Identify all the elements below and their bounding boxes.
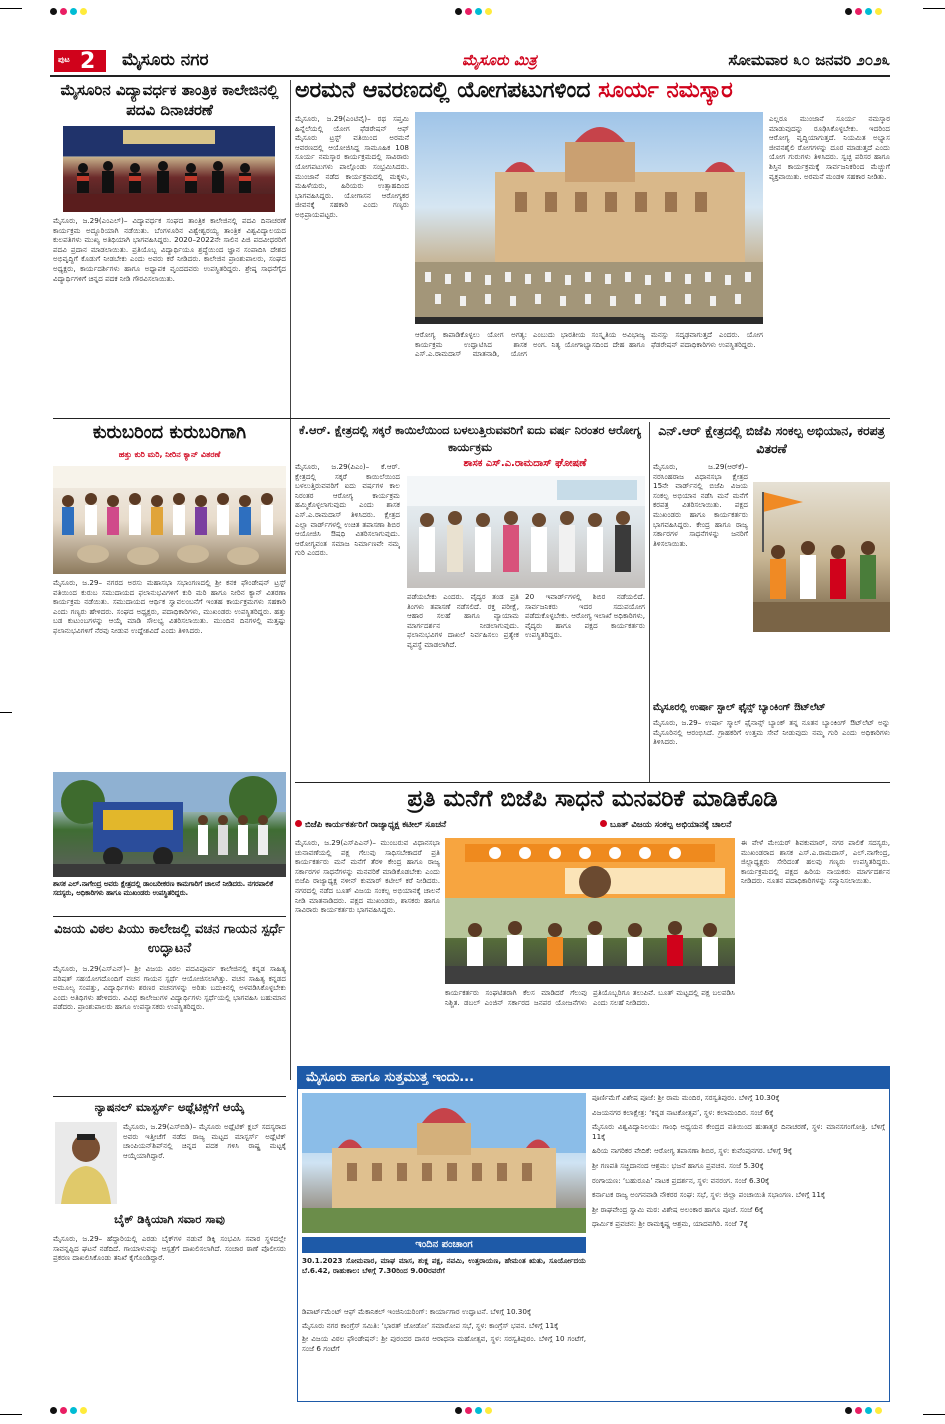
column-divider [649,422,650,782]
body-left: ಮೈಸೂರು, ಜ.29(ಪಿಎಂ)– ಕೆ.ಆರ್. ಕ್ಷೇತ್ರದಲ್ಲಿ ಸಕ್ಕರೆ ಕಾಯಿಲೆಯಿಂದ ಬಳಲುತ್ತಿರುವವರಿಗೆ ಐದು ವರ್ಷಗಳ ಕಾಲ ನಿರಂತರ ಆರೋಗ್ಯ ಕಾರ್ಯಕ್ರಮ ಹಮ್ಮಿಕೊಳ್ಳಲಾಗುವುದು ಎಂದು ಶಾಸಕ ಎಸ್.ಎ.ರಾಮದಾಸ್ ತಿಳಿಸಿದರು. ಕ್ಷೇತ್ರದ ಎಲ್ಲಾ ವಾರ್ಡ್‌ಗಳಲ್ಲಿ ಉಚಿತ ತಪಾಸಣಾ ಶಿಬಿರ ಆಯೋಜಿಸಿ ಔಷಧಿ ವಿತರಿಸಲಾಗುವುದು. ಆರೋಗ್ಯವಂತ ಸಮಾಜ ನಿರ್ಮಾಣವೇ ನಮ್ಮ ಗುರಿ ಎಂದರು. [295,462,400,558]
campaign-crowd-image [753,482,890,632]
subhead-1-text: ಬಿಜೆಪಿ ಕಾರ್ಯಕರ್ತರಿಗೆ ರಾಜ್ಯಾಧ್ಯಕ್ಷ ಕಟೀಲ್ ಸೂಚನೆ [305,820,447,830]
event-item: ಹಿರಿಯ ನಾಗರಿಕರ ವೇದಿಕೆ: ಆರೋಗ್ಯ ತಪಾಸಣಾ ಶಿಬಿರ, ಸ್ಥಳ: ಕುವೆಂಪುನಗರ. ಬೆಳಿಗ್ಗೆ 9ಕ್ಕೆ [592,1146,793,1156]
event-item: ಧಾರ್ಮಿಕ ಪ್ರವಚನ: ಶ್ರೀ ರಾಮಕೃಷ್ಣ ಆಶ್ರಮ, ಯಾದವಗಿರಿ. ಸಂಜೆ 7ಕ್ಕೆ [592,1219,748,1229]
headline: ಕುರುಬರಿಂದ ಕುರುಬರಿಗಾಗಿ [92,422,247,443]
crop-mark-top-left [0,8,22,9]
article-kuruba [53,422,286,767]
events-title-bar [298,1067,889,1089]
headline: ಕೆ.ಆರ್. ಕ್ಷೇತ್ರದಲ್ಲಿ ಸಕ್ಕರೆ ಕಾಯಿಲೆಯಿಂದ ಬಳಲುತ್ತಿರುವವರಿಗೆ ಐದು ವರ್ಷ ನಿರಂತರ ಆರೋಗ್ಯ ಕಾರ್ಯಕ್ರಮ [298,423,642,454]
bjp-campaign-photo [753,482,890,632]
road-work-photo [53,772,286,877]
event-item: ಶ್ರೀ ರಾಘವೇಂದ್ರ ಸ್ವಾಮಿ ಮಠ: ವಿಶೇಷ ಅಲಂಕಾರ ಹಾಗೂ ಪೂಜೆ. ಸಂಜೆ 6ಕ್ಕೆ [592,1204,764,1214]
bank-body: ಮೈಸೂರು, ಜ.29– ಉರ್ಷಾ ಸ್ಮಾಲ್ ಫೈನಾನ್ಸ್ ಬ್ಯಾಂಕ್ ತನ್ನ ನೂತನ ಬ್ಯಾಂಕಿಂಗ್ ಔಟ್‌ಲೆಟ್ ಅನ್ನು ಮೈಸೂರಿನಲ್ಲಿ ಆರಂಭಿಸಿದೆ. ಗ್ರಾಹಕರಿಗೆ ಉತ್ತಮ ಸೇವೆ ನೀಡುವುದು ನಮ್ಮ ಗುರಿ ಎಂದು ಅಧಿಕಾರಿಗಳು ತಿಳಿಸಿದರು. [653,718,890,747]
asphalt-machine-image [53,772,286,877]
palace-yoga-photo [415,112,763,324]
article-vachana [53,920,286,1092]
photo-caption: ಶಾಸಕ ಎಲ್.ನಾಗೇಂದ್ರ ಅವರು ಕ್ಷೇತ್ರದಲ್ಲಿ ಡಾಂಬರೀಕರಣ ಕಾಮಗಾರಿಗೆ ಚಾಲನೆ ನೀಡಿದರು. ನಗರಪಾಲಿಕೆ ಸದಸ್ಯರು, ಅಧಿಕಾರಿಗಳು ಹಾಗೂ ಮುಖಂಡರು ಉಪಸ್ಥಿತರಿದ್ದರು. [53,880,286,912]
event-item: ಪೂರ್ಣಿಮೆಗೆ ವಿಶೇಷ ಪೂಜೆ: ಶ್ರೀ ರಾಮ ಮಂದಿರ, ಸರಸ್ವತಿಪುರಂ. ಬೆಳಿಗ್ಗೆ 10.30ಕ್ಕೆ [592,1093,780,1102]
body-text: ಮೈಸೂರು, ಜ.29– ನಗರದ ಅರಸು ಮಹಾಸಭಾ ಸಭಾಂಗಣದಲ್ಲಿ ಶ್ರೀ ಕನಕ ಫೌಂಡೇಷನ್ ಟ್ರಸ್ಟ್ ವತಿಯಿಂದ ಕುರುಬ ಸಮುದಾಯದ ಫಲಾನುಭವಿಗಳಿಗೆ ಕುರಿ ಮರಿ ಹಾಗೂ ನೀರಿನ ಕ್ಯಾನ್ ವಿತರಣಾ ಕಾರ್ಯಕ್ರಮ ನಡೆಯಿತು. ಸಮುದಾಯದ ಆರ್ಥಿಕ ಸ್ವಾವಲಂಬನೆಗೆ ಇಂತಹ ಕಾರ್ಯಕ್ರಮಗಳು ಸಹಕಾರಿ ಎಂದು ಗಣ್ಯರು ಹೇಳಿದರು. ಸಂಘದ ಅಧ್ಯಕ್ಷರು, ಪದಾಧಿಕಾರಿಗಳು, ಮುಖಂಡರು ಉಪಸ್ಥಿತರಿದ್ದರು. ಹತ್ತು ಬಡ ಕುಟುಂಬಗಳನ್ನು ಆಯ್ಕೆ ಮಾಡಿ ಸೌಲಭ್ಯ ವಿತರಿಸಲಾಯಿತು. ಮುಂದಿನ ದಿನಗಳಲ್ಲಿ ಮತ್ತಷ್ಟು ಫಲಾನುಭವಿಗಳಿಗೆ ನೆರವು ನೀಡುವ ಉದ್ದೇಶವಿದೆ ಎಂದು ತಿಳಿಸಿದರು. [53,578,286,635]
headline-highlight: ಸೂರ್ಯ ನಮಸ್ಕಾರ [598,78,733,103]
event-item: ರಂಗಾಯಣ: ‘ಬಹುರೂಪಿ’ ನಾಟಕ ಪ್ರದರ್ಶನ, ಸ್ಥಳ: ವನರಂಗ. ಸಂಜೆ 6.30ಕ್ಕೆ [592,1175,770,1185]
body-left: ಮೈಸೂರು, ಜ.29(ಎಂಟಿವೈ)– ರಥ ಸಪ್ತಮಿ ಹಿನ್ನೆಲೆಯಲ್ಲಿ ಯೋಗ ಫೆಡರೇಷನ್ ಆಫ್ ಮೈಸೂರು ಟ್ರಸ್ಟ್ ವತಿಯಿಂದ ಅರಮನೆ ಆವರಣದಲ್ಲಿ ಆಯೋಜಿಸಿದ್ದ ಸಾಮೂಹಿಕ 108 ಸೂರ್ಯ ನಮಸ್ಕಾರ ಕಾರ್ಯಕ್ರಮದಲ್ಲಿ ಸಾವಿರಾರು ಯೋಗಪಟುಗಳು ಪಾಲ್ಗೊಂಡು ಸಂಭ್ರಮಿಸಿದರು. ಮುಂಜಾನೆ ನಡೆದ ಕಾರ್ಯಕ್ರಮದಲ್ಲಿ ಮಕ್ಕಳು, ಮಹಿಳೆಯರು, ಹಿರಿಯರು ಉತ್ಸಾಹದಿಂದ ಭಾಗವಹಿಸಿದ್ದರು. ಯೋಗಾಸನ ಆರೋಗ್ಯಕರ ಜೀವನಕ್ಕೆ ಸಹಕಾರಿ ಎಂದು ಗಣ್ಯರು ಅಭಿಪ್ರಾಯಪಟ್ಟರು. [295,114,409,219]
article-bjp-every-home [295,786,890,1063]
article-road-work [53,772,286,912]
events-right-list [592,1093,885,1401]
accident-headline: ಬೈಕ್ ಡಿಕ್ಕಿಯಾಗಿ ಸವಾರ ಸಾವು [114,1212,225,1226]
headline: ಅರಮನೆ ಆವರಣದಲ್ಲಿ ಯೋಗಪಟುಗಳಿಂದ [295,78,591,103]
subhead: ಹತ್ತು ಕುರಿ ಮರಿ, ನೀರಿನ ಕ್ಯಾನ್ ವಿತರಣೆ [118,450,221,459]
article-nr-bjp [653,422,890,777]
mysore-palace-image [415,112,763,324]
events-left-list [302,1307,586,1401]
graduation-photo [63,126,275,212]
events-title: ಮೈಸೂರು ಹಾಗೂ ಸುತ್ತಮುತ್ತ ಇಂದು... [306,1070,475,1085]
body-mid: ಕಾರ್ಯಕರ್ತರು ಸಂಘಟಿತರಾಗಿ ಕೆಲಸ ಮಾಡಿದರೆ ಗೆಲುವು ನಿಶ್ಚಿತ. ಡಬಲ್ ಎಂಜಿನ್ ಸರ್ಕಾರದ ಜನಪರ ಯೋಜನೆಗಳು ಪ್ರತಿಯೊಬ್ಬರಿಗೂ ತಲುಪಿವೆ. ಬೂತ್ ಮಟ್ಟದಲ್ಲಿ ಪಕ್ಷ ಬಲಪಡಿಸಿ ಎಂದು ಸಲಹೆ ನೀಡಿದರು. [445,988,735,1007]
subhead-2-text: ಬೂತ್ ವಿಜಯ ಸಂಕಲ್ಪ ಅಭಿಯಾನಕ್ಕೆ ಚಾಲನೆ [610,820,732,830]
article-surya-namaskara [295,78,890,418]
body-left: ಮೈಸೂರು, ಜ.29(ಎಸ್‌ಪಿಎನ್)– ಮುಂಬರುವ ವಿಧಾನಸಭಾ ಚುನಾವಣೆಯಲ್ಲಿ ಪಕ್ಷ ಗೆಲುವು ಸಾಧಿಸಬೇಕಾದರೆ ಪ್ರತಿ ಕಾರ್ಯಕರ್ತರು ಮನೆ ಮನೆಗೆ ತೆರಳಿ ಕೇಂದ್ರ ಹಾಗೂ ರಾಜ್ಯ ಸರ್ಕಾರಗಳ ಸಾಧನೆಗಳನ್ನು ಮನವರಿಕೆ ಮಾಡಿಕೊಡಬೇಕು ಎಂದು ಬಿಜೆಪಿ ರಾಜ್ಯಾಧ್ಯಕ್ಷ ನಳೀನ್ ಕುಮಾರ್ ಕಟೀಲ್ ಕರೆ ನೀಡಿದರು. ನಗರದಲ್ಲಿ ನಡೆದ ಬೂತ್ ವಿಜಯ ಸಂಕಲ್ಪ ಅಭಿಯಾನಕ್ಕೆ ಚಾಲನೆ ನೀಡಿ ಮಾತನಾಡಿದರು. ಪಕ್ಷದ ಮುಖಂಡರು, ಶಾಸಕರು ಹಾಗೂ ಸಾವಿರಾರು ಕಾರ್ಯಕರ್ತರು ಭಾಗವಹಿಸಿದ್ದರು. [295,838,440,915]
body-right: 20 ಇವಾರ್ಡ್‌ಗಳಲ್ಲಿ ಶಿಬಿರ ನಡೆಯಲಿದೆ. ಸಾರ್ವಜನಿಕರು ಇದರ ಸದುಪಯೋಗ ಪಡೆದುಕೊಳ್ಳಬೇಕು. ಆರೋಗ್ಯ ಇಲಾಖೆ ಅಧಿಕಾರಿಗಳು, ವೈದ್ಯರು ಹಾಗೂ ಪಕ್ಷದ ಕಾರ್ಯಕರ್ತರು ಉಪಸ್ಥಿತರಿದ್ದರು. [525,592,645,640]
body-right: ಈ ವೇಳೆ ಮೇಯರ್ ಶಿವಕುಮಾರ್, ನಗರ ಪಾಲಿಕೆ ಸದಸ್ಯರು, ಮುಖಂಡರಾದ ಶಾಸಕ ಎಸ್.ಎ.ರಾಮದಾಸ್, ಎಲ್.ನಾಗೇಂದ್ರ, ಜಿಲ್ಲಾಧ್ಯಕ್ಷರು ಸೇರಿದಂತೆ ಹಲವು ಗಣ್ಯರು ಉಪಸ್ಥಿತರಿದ್ದರು. ಕಾರ್ಯಕ್ರಮದಲ್ಲಿ ಪಕ್ಷದ ಹಿರಿಯ ನಾಯಕರು ಮಾರ್ಗದರ್ಶನ ನೀಡಿದರು. ನೂತನ ಪದಾಧಿಕಾರಿಗಳನ್ನು ಸನ್ಮಾನಿಸಲಾಯಿತು. [741,838,890,886]
headline: ವಿಜಯ ವಿಠಲ ಪಿಯು ಕಾಲೇಜಲ್ಲಿ ವಚನ ಗಾಯನ ಸ್ಪರ್ಧೆ ಉದ್ಘಾಟನೆ [54,922,285,956]
kuruba-event-photo [53,466,286,574]
event-item: ಕರ್ನಾಟಕ ರಾಜ್ಯ ಅಂಗನವಾಡಿ ನೌಕರರ ಸಂಘ: ಸಭೆ, ಸ್ಥಳ: ಜಿಲ್ಲಾ ಪಂಚಾಯಿತಿ ಸಭಾಂಗಣ. ಬೆಳಿಗ್ಗೆ 11ಕ್ಕೆ [592,1190,826,1200]
body-text: ಮೈಸೂರು, ಜ.29(ಎಸ್‌ಎನ್)– ಶ್ರೀ ವಿಜಯ ವಿಠಲ ಪದವಿಪೂರ್ವ ಕಾಲೇಜಿನಲ್ಲಿ ಕನ್ನಡ ಸಾಹಿತ್ಯ ಪರಿಷತ್ ಸಹಯೋಗದೊಂದಿಗೆ ವಚನ ಗಾಯನ ಸ್ಪರ್ಧೆ ಆಯೋಜಿಸಲಾಗಿತ್ತು. ವಚನ ಸಾಹಿತ್ಯ ಕನ್ನಡದ ಅಮೂಲ್ಯ ಸಂಪತ್ತು, ವಿದ್ಯಾರ್ಥಿಗಳು ಶರಣರ ವಚನಗಳನ್ನು ಅರಿತು ಬದುಕಿನಲ್ಲಿ ಅಳವಡಿಸಿಕೊಳ್ಳಬೇಕು ಎಂದು ಅತಿಥಿಗಳು ಹೇಳಿದರು. ವಿವಿಧ ಕಾಲೇಜುಗಳ ವಿದ್ಯಾರ್ಥಿಗಳು ಸ್ಪರ್ಧೆಯಲ್ಲಿ ಭಾಗವಹಿಸಿ ಬಹುಮಾನ ಪಡೆದರು. ಪ್ರಾಂಶುಪಾಲರು ಹಾಗೂ ಉಪನ್ಯಾಸಕರು ಉಪಸ್ಥಿತರಿದ್ದರು. [53,964,286,1012]
bank-subhead: ಮೈಸೂರಲ್ಲಿ ಉರ್ಷಾ ಸ್ಟಾಲ್ ಫೈನ್ಸ್ ಬ್ಯಾಂಕಿಂಗ್ ಔಟ್‌ಲೆಟ್ [653,702,826,713]
paper-name: ಮೈಸೂರು ಮಿತ್ರ [462,51,537,69]
event-item: ಶ್ರೀ ಗಣಪತಿ ಸಚ್ಚಿದಾನಂದ ಆಶ್ರಮ: ಭಜನೆ ಹಾಗೂ ಪ್ರವಚನ. ಸಂಜೆ 5.30ಕ್ಕೆ [592,1160,764,1170]
body-right: ಎಲ್ಲರೂ ಮುಂಜಾನೆ ಸೂರ್ಯ ನಮಸ್ಕಾರ ಮಾಡುವುದನ್ನು ರೂಢಿಸಿಕೊಳ್ಳಬೇಕು. ಇದರಿಂದ ಆರೋಗ್ಯ ವೃದ್ಧಿಯಾಗುತ್ತದೆ. ನಿಯಮಿತ ಅಭ್ಯಾಸ ಜೀವನಶೈಲಿ ರೋಗಗಳನ್ನು ದೂರ ಮಾಡುತ್ತದೆ ಎಂದು ಯೋಗ ಗುರುಗಳು ತಿಳಿಸಿದರು. ಸ್ವಚ್ಛ ಪರಿಸರ ಹಾಗೂ ಶಿಸ್ತಿನ ಕಾರ್ಯಕ್ರಮಕ್ಕೆ ಸಾರ್ವಜನಿಕರಿಂದ ಮೆಚ್ಚುಗೆ ವ್ಯಕ್ತವಾಯಿತು. ಅರಮನೆ ಮಂಡಳಿ ಸಹಕಾರ ನೀಡಿತು. [769,114,890,181]
headline: ಮೈಸೂರಿನ ವಿದ್ಯಾವರ್ಧಕ ತಾಂತ್ರಿಕ ಕಾಲೇಜಿನಲ್ಲಿ ಪದವಿ ದಿನಾಚರಣೆ [60,81,279,119]
mysore-palace-illuminated-image [302,1093,586,1233]
subhead: ಶಾಸಕ ಎಸ್.ಎ.ರಾಮದಾಸ್ ಘೋಷಣೆ [463,458,587,469]
body-mid: ಪಡೆಯಬೇಕು ಎಂದರು. ವೈದ್ಯರ ತಂಡ ಪ್ರತಿ ತಿಂಗಳು ತಪಾಸಣೆ ನಡೆಸಲಿದೆ. ರಕ್ತ ಪರೀಕ್ಷೆ, ಆಹಾರ ಸಲಹೆ ಹಾಗೂ ವ್ಯಾಯಾಮ ಮಾರ್ಗದರ್ಶನ ನೀಡಲಾಗುವುದು. ಫಲಾನುಭವಿಗಳ ದಾಖಲೆ ನಿರ್ವಹಿಸಲು ಪ್ರತ್ಯೇಕ ವ್ಯವಸ್ಥೆ ಮಾಡಲಾಗಿದೆ. [407,592,519,649]
graduates-on-stage-image [63,126,275,212]
page-label: ಪುಟ [58,55,70,64]
masthead-rule [50,75,890,77]
page-number: 2 [80,50,96,72]
crop-mark-top-right [923,8,945,9]
headline: ನ್ಯಾಷನಲ್ ಮಾಸ್ಟರ್ಸ್ ಅಥ್ಲೆಟಿಕ್ಸ್‌ಗೆ ಆಯ್ಕೆ [94,1100,245,1114]
body-text: ಮೈಸೂರು, ಜ.29(ಎಂಎಲ್)– ವಿದ್ಯಾವರ್ಧಕ ಸಂಘದ ತಾಂತ್ರಿಕ ಕಾಲೇಜಿನಲ್ಲಿ ಪದವಿ ದಿನಾಚರಣೆ ಕಾರ್ಯಕ್ರಮ ಅದ್ದೂರಿಯಾಗಿ ನಡೆಯಿತು. ಬೆಂಗಳೂರಿನ ವಿಶ್ವೇಶ್ವರಯ್ಯ ತಾಂತ್ರಿಕ ವಿಶ್ವವಿದ್ಯಾಲಯದ ಕುಲಪತಿಗಳು ಮುಖ್ಯ ಅತಿಥಿಯಾಗಿ ಭಾಗವಹಿಸಿದ್ದರು. 2020–2022ನೇ ಸಾಲಿನ ಪಿಜಿ ಪದವೀಧರರಿಗೆ ಪದವಿ ಪ್ರದಾನ ಮಾಡಲಾಯಿತು. ಪ್ರತಿಯೊಬ್ಬ ವಿದ್ಯಾರ್ಥಿಯೂ ಶ್ರದ್ಧೆಯಿಂದ ಜ್ಞಾನ ಸಂಪಾದಿಸಿ ದೇಶದ ಅಭಿವೃದ್ಧಿಗೆ ಕೊಡುಗೆ ನೀಡಬೇಕು ಎಂದು ಅವರು ಕರೆ ನೀಡಿದರು. ಕಾಲೇಜಿನ ಪ್ರಾಂಶುಪಾಲರು, ಸಂಘದ ಅಧ್ಯಕ್ಷರು, ಕಾರ್ಯದರ್ಶಿಗಳು ಹಾಗೂ ಅಧ್ಯಾಪಕ ವೃಂದದವರು ಉಪಸ್ಥಿತರಿದ್ದರು. ಶ್ರೇಷ್ಠ ಸಾಧನೆಗೈದ ವಿದ್ಯಾರ್ಥಿಗಳಿಗೆ ಚಿನ್ನದ ಪದಕ ನೀಡಿ ಗೌರವಿಸಲಾಯಿತು. [53,216,286,283]
article-athletics [53,1100,286,1240]
masthead [50,48,890,74]
bjp-stage-photo [445,838,735,984]
edition-date: ಸೋಮವಾರ ೩೦ ಜನವರಿ ೨೦೨೩ [728,51,890,69]
body-mid: ಆರೋಗ್ಯ ಕಾಪಾಡಿಕೊಳ್ಳಲು ಯೋಗ ಅಗತ್ಯ: ಕಾರ್ಯಕ್ರಮ ಉದ್ಘಾಟಿಸಿದ ಶಾಸಕ ಎಸ್.ಎ.ರಾಮದಾಸ್ ಮಾತನಾಡಿ, ಯೋಗ ಎಂಬುದು ಭಾರತೀಯ ಸಂಸ್ಕೃತಿಯ ಅವಿಭಾಜ್ಯ ಅಂಗ. ನಿತ್ಯ ಯೋಗಾಭ್ಯಾಸದಿಂದ ದೇಹ ಹಾಗೂ ಮನಸ್ಸು ಸದೃಢವಾಗುತ್ತದೆ ಎಂದರು. ಯೋಗ ಫೆಡರೇಷನ್ ಪದಾಧಿಕಾರಿಗಳು ಉಪಸ್ಥಿತರಿದ್ದರು. [415,330,763,359]
officials-group-image [407,476,645,588]
crop-mark-bottom-right [923,1414,945,1415]
page-number-badge [54,50,106,72]
panchanga-title-bar [302,1237,586,1253]
event-item: ಡಿಪಾರ್ಟ್‌ಮೆಂಟ್ ಆಫ್ ಮೆಕಾನಿಕಲ್ ಇಂಜಿನಿಯರಿಂಗ್: ಕಾರ್ಯಾಗಾರ ಉದ್ಘಾಟನೆ. ಬೆಳಿಗ್ಗೆ 10.30ಕ್ಕೆ [302,1307,532,1316]
subhead-2 [600,820,890,834]
article-kr-health [295,422,645,777]
row-divider [295,782,890,783]
body-text: ಮೈಸೂರು, ಜ.29(ಎಸ್‌ಬಿಡಿ)– ಮೈಸೂರು ಅಥ್ಲೆಟಿಕ್ ಕ್ಲಬ್ ಸದಸ್ಯರಾದ ಅವರು ಇತ್ತೀಚೆಗೆ ನಡೆದ ರಾಜ್ಯ ಮಟ್ಟದ ಮಾಸ್ಟರ್ಸ್ ಅಥ್ಲೆಟಿಕ್ ಚಾಂಪಿಯನ್‌ಶಿಪ್‌ನಲ್ಲಿ ಚಿನ್ನದ ಪದಕ ಗಳಿಸಿ ರಾಷ್ಟ್ರ ಮಟ್ಟಕ್ಕೆ ಆಯ್ಕೆಯಾಗಿದ್ದಾರೆ. [123,1122,286,1160]
bullet-icon [295,820,302,827]
body-text: ಮೈಸೂರು, ಜ.29(ಆರ್‌ಕೆ)– ನರಸಿಂಹರಾಜ ವಿಧಾನಸಭಾ ಕ್ಷೇತ್ರದ 15ನೇ ವಾರ್ಡ್‌ನಲ್ಲಿ ಬಿಜೆಪಿ ವಿಜಯ ಸಂಕಲ್ಪ ಅಭಿಯಾನ ನಡೆಸಿ ಮನೆ ಮನೆಗೆ ಕರಪತ್ರ ವಿತರಿಸಲಾಯಿತು. ಪಕ್ಷದ ಮುಖಂಡರು ಹಾಗೂ ಕಾರ್ಯಕರ್ತರು ಭಾಗವಹಿಸಿದ್ದರು. ಕೇಂದ್ರ ಹಾಗೂ ರಾಜ್ಯ ಸರ್ಕಾರಗಳ ಸಾಧನೆಗಳನ್ನು ಜನರಿಗೆ ತಿಳಿಸಲಾಯಿತು. [653,462,748,548]
bullet-icon [600,820,607,827]
accident-body: ಮೈಸೂರು, ಜ.29– ಹೆದ್ದಾರಿಯಲ್ಲಿ ಎರಡು ಬೈಕ್‌ಗಳ ನಡುವೆ ಡಿಕ್ಕಿ ಸಂಭವಿಸಿ ಸವಾರ ಸ್ಥಳದಲ್ಲೇ ಸಾವನ್ನಪ್ಪಿದ ಘಟನೆ ನಡೆದಿದೆ. ಗಾಯಾಳುವನ್ನು ಆಸ್ಪತ್ರೆಗೆ ದಾಖಲಿಸಲಾಗಿದೆ. ಸಂಚಾರ ಠಾಣೆ ಪೊಲೀಸರು ಪ್ರಕರಣ ದಾಖಲಿಸಿಕೊಂಡು ತನಿಖೆ ಕೈಗೊಂಡಿದ್ದಾರೆ. [53,1234,286,1263]
person-portrait-image [55,1122,117,1204]
section-name: ಮೈಸೂರು ನಗರ [122,50,209,70]
row-divider [53,916,286,917]
event-item: ಶ್ರೀ ವಿಜಯ ವಿಠಲ ಫೌಂಡೇಷನ್: ಶ್ರೀ ಪುರಂದರ ದಾಸರ ಆರಾಧನಾ ಮಹೋತ್ಸವ, ಸ್ಥಳ: ಸರಸ್ವತಿಪುರಂ. ಬೆಳಿಗ್ಗೆ 10 ಗಂಟೆಗೆ, ಸಂಜೆ 6 ಗಂಟೆಗೆ [302,1334,586,1353]
health-camp-photo [407,476,645,588]
crop-mark-bottom-left [0,1414,22,1415]
events-palace-photo [302,1093,586,1233]
event-item: ಮೈಸೂರು ನಗರ ಕಾಂಗ್ರೆಸ್ ಸಮಿತಿ: ‘ಭಾರತ್ ಜೋಡೋ’ ಸಮಾರೋಪ ಸಭೆ, ಸ್ಥಳ: ಕಾಂಗ್ರೆಸ್ ಭವನ. ಬೆಳಿಗ್ಗೆ 11ಕ್ಕೆ [302,1320,559,1330]
headline: ಪ್ರತಿ ಮನೆಗೆ ಬಿಜೆಪಿ ಸಾಧನೆ ಮನವರಿಕೆ ಮಾಡಿಕೊಡಿ [407,786,778,812]
body-text-continued [653,637,890,697]
athlete-portrait [55,1122,117,1204]
row-divider [53,1096,286,1097]
row-divider [53,418,890,419]
event-item: ಮೈಸೂರು ವಿಶ್ವವಿದ್ಯಾನಿಲಯ: ಗಾಂಧಿ ಅಧ್ಯಯನ ಕೇಂದ್ರದ ವತಿಯಿಂದ ಹುತಾತ್ಮರ ದಿನಾಚರಣೆ, ಸ್ಥಳ: ಮಾನಸಗಂಗೋತ್ರಿ. ಬೆಳಿಗ್ಗೆ 11ಕ್ಕೆ [592,1122,885,1141]
article-graduation-day [53,80,286,415]
headline: ಎನ್.ಆರ್ ಕ್ಷೇತ್ರದಲ್ಲಿ ಬಿಜೆಪಿ ಸಂಕಲ್ಪ ಅಭಿಯಾನ, ಕರಪತ್ರ ವಿತರಣೆ [658,423,885,456]
subhead-1 [295,820,595,834]
panchanga-text: 30.1.2023 ಸೋಮವಾರ, ಮಾಘ ಮಾಸ, ಶುಕ್ಲ ಪಕ್ಷ, ನವಮಿ, ಉತ್ತರಾಯಣ, ಹೇಮಂತ ಋತು, ಸೂರ್ಯೋದಯ ಬೆ.6.42, ರಾಹುಕಾಲ: ಬೆಳಿಗ್ಗೆ 7.30ರಿಂದ 9.00ರವರೆಗೆ [302,1256,586,1275]
panchanga-title: ಇಂದಿನ ಪಂಚಾಂಗ [415,1239,473,1250]
party-event-stage-image [445,838,735,984]
event-item: ವಿಜಯನಗರ ಕಲಾಕ್ಷೇತ್ರ: ‘ಕನ್ನಡ ನಾಟಕೋತ್ಸವ’, ಸ್ಥಳ: ಕಲಾಮಂದಿರ. ಸಂಜೆ 6ಕ್ಕೆ [592,1107,774,1117]
people-with-goats-image [53,466,286,574]
events-box [297,1066,890,1402]
column-divider [290,80,291,1080]
headline-row [295,78,890,108]
crop-mark-left-mid [0,712,12,713]
